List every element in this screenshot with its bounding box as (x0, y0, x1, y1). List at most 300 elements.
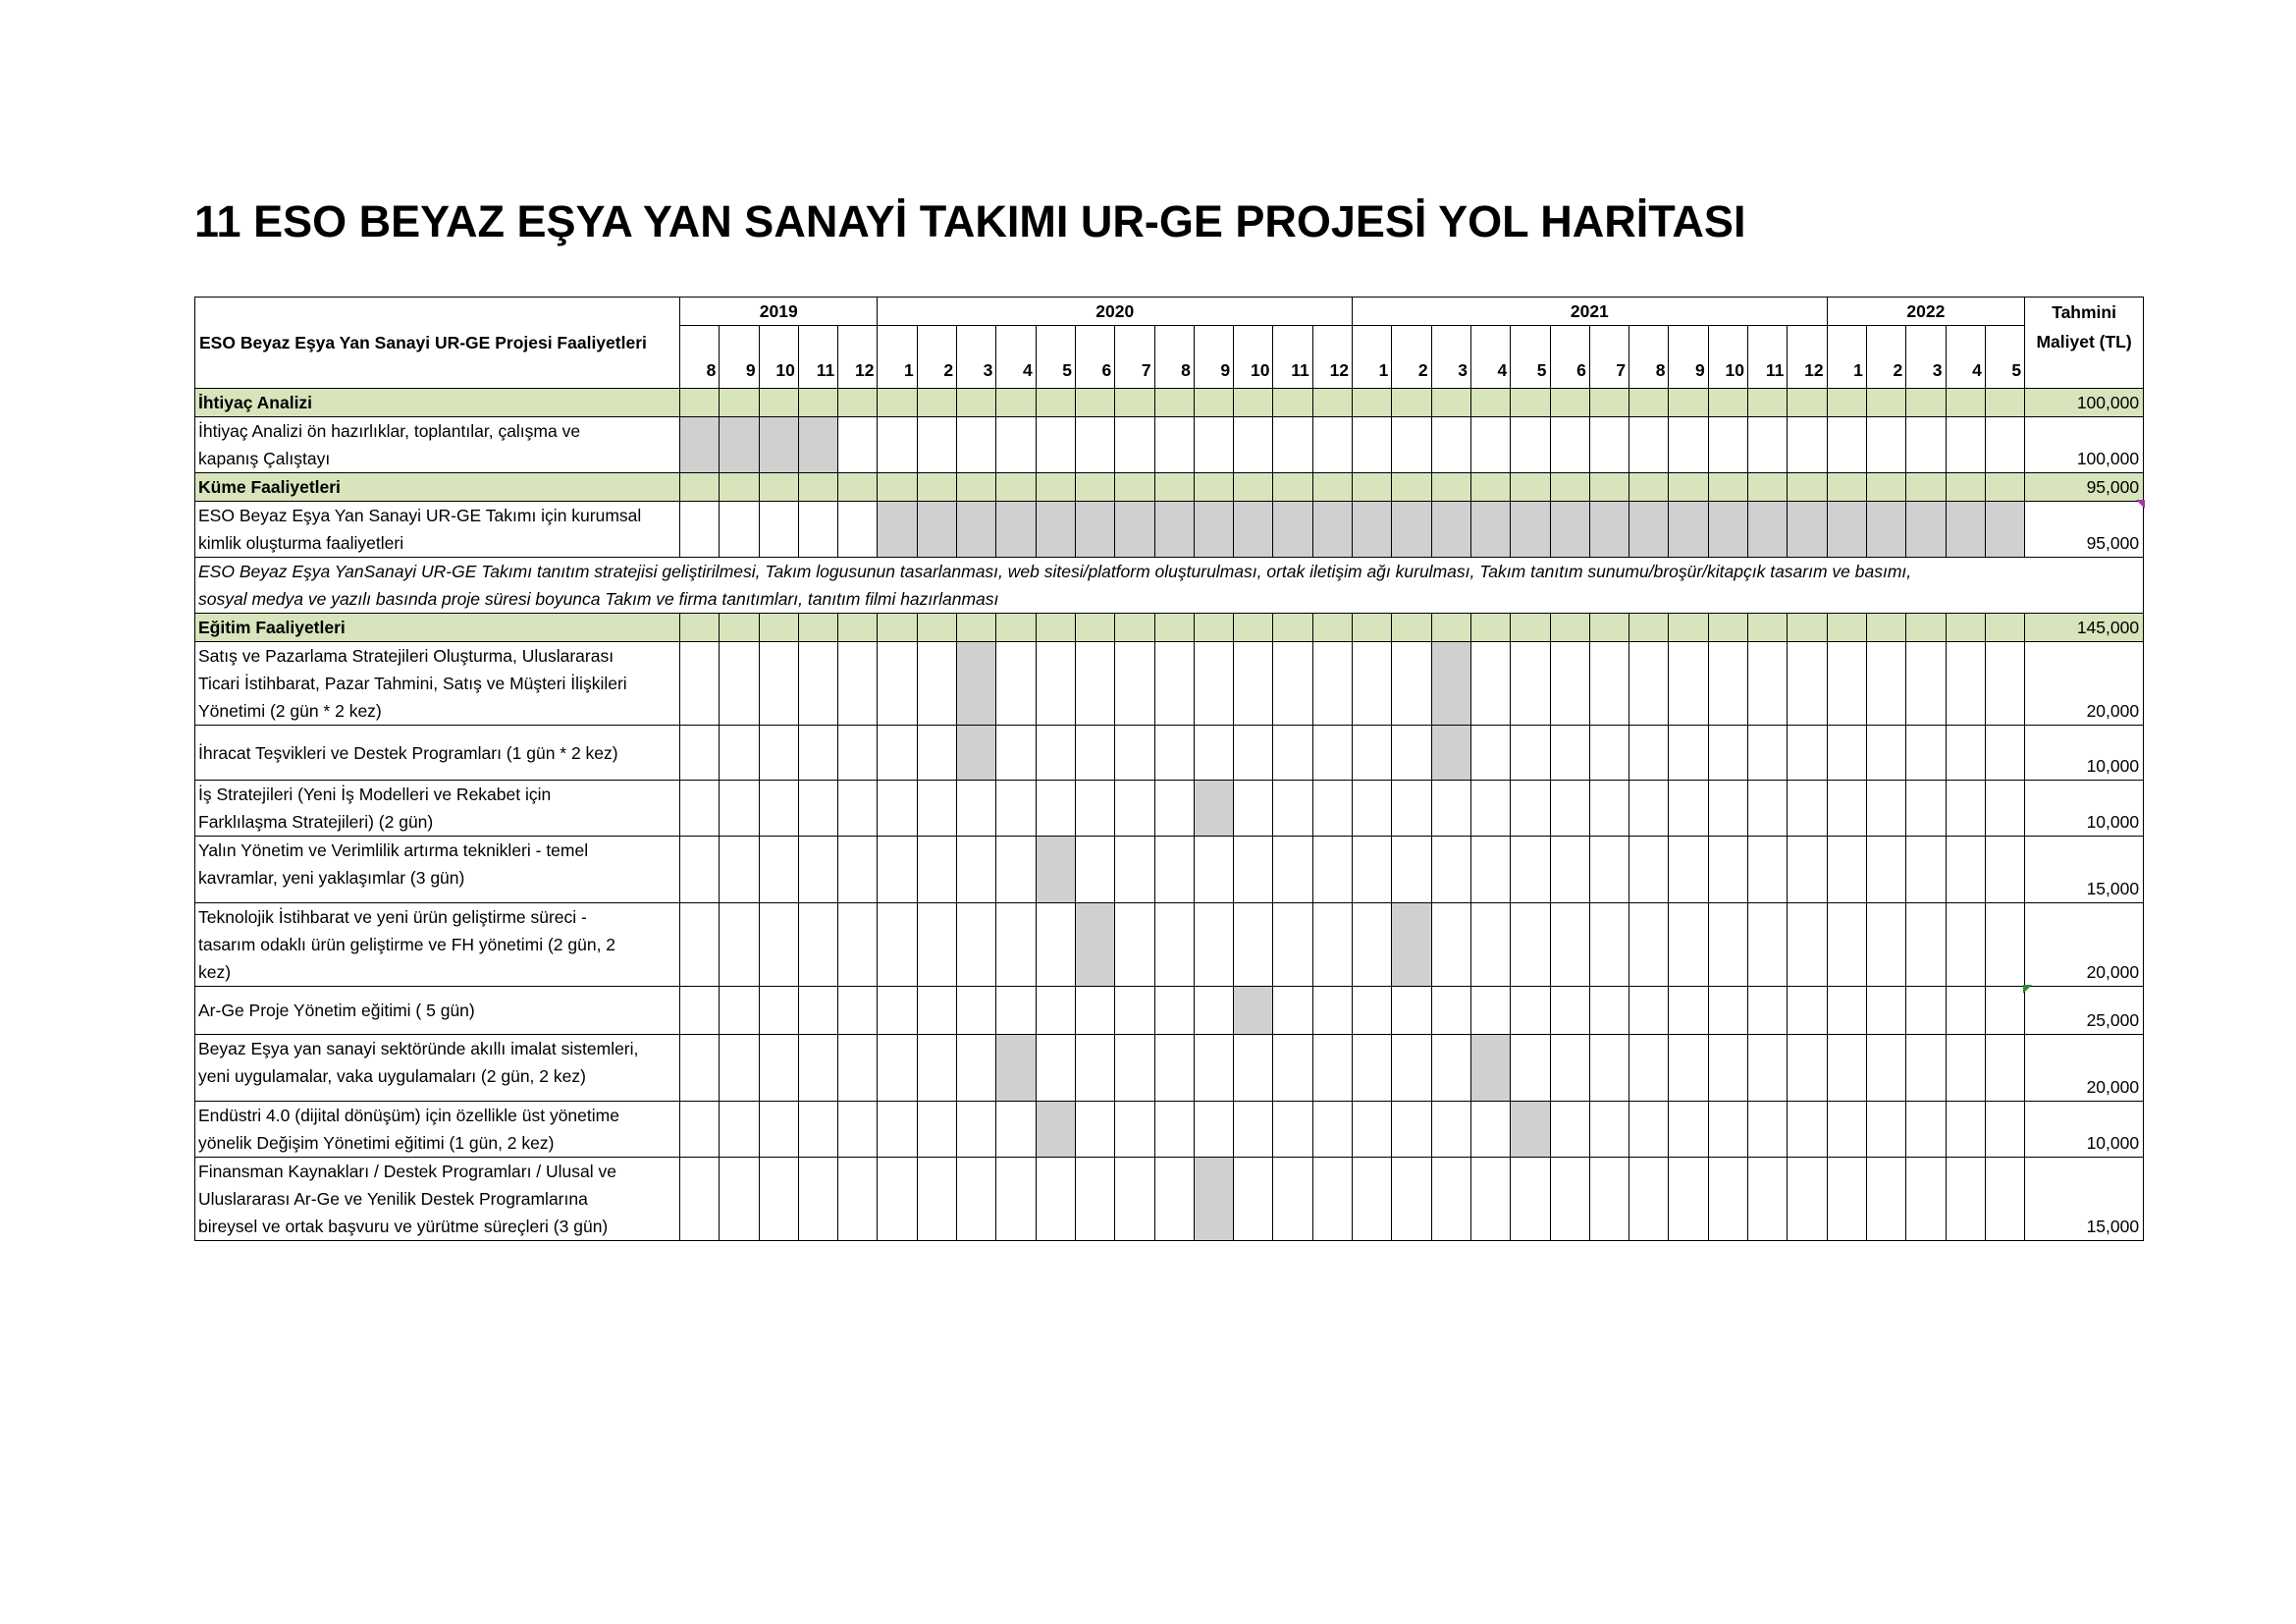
month-cell (1115, 1035, 1154, 1102)
task-label-line: tasarım odaklı ürün geliştirme ve FH yönetimi (2 gün, 2 (198, 935, 616, 954)
month-cell (798, 614, 837, 642)
month-cell (1470, 642, 1510, 726)
month-cell (1866, 1102, 1905, 1158)
active-month-cell (1669, 502, 1708, 558)
month-cell (720, 781, 759, 837)
month-2021-5: 5 (1511, 326, 1550, 389)
month-cell (1946, 1102, 1985, 1158)
month-cell (1075, 1035, 1114, 1102)
month-cell (1550, 987, 1589, 1035)
task-cost-value: 10,000 (2086, 1133, 2140, 1153)
month-cell (1629, 903, 1669, 987)
month-cell (1866, 417, 1905, 473)
month-cell (1154, 903, 1194, 987)
task-row (195, 502, 2144, 558)
month-cell (878, 614, 917, 642)
task-row (195, 987, 2144, 1035)
section-cost: 95,000 (2025, 473, 2144, 502)
active-month-cell (1985, 502, 2024, 558)
month-cell (838, 1102, 878, 1158)
month-cell (917, 473, 956, 502)
month-cell (1669, 1035, 1708, 1102)
month-cell (1589, 837, 1629, 903)
month-cell (798, 1158, 837, 1241)
month-cell (1036, 781, 1075, 837)
month-cell (1273, 987, 1312, 1035)
month-cell (1906, 1158, 1946, 1241)
task-label (195, 781, 680, 837)
month-cell (1194, 726, 1233, 781)
month-cell (1470, 987, 1510, 1035)
active-month-cell (1036, 837, 1075, 903)
month-cell (680, 1102, 720, 1158)
task-row (195, 642, 2144, 726)
active-month-cell (1194, 502, 1233, 558)
month-cell (996, 903, 1036, 987)
month-cell (680, 726, 720, 781)
roadmap-table (194, 297, 2144, 1241)
month-cell (957, 473, 996, 502)
month-cell (1075, 473, 1114, 502)
month-cell (1827, 1158, 1866, 1241)
section-row (195, 389, 2144, 417)
month-cell (1353, 389, 1392, 417)
month-cell (1312, 389, 1352, 417)
month-cell (720, 502, 759, 558)
month-cell (1075, 987, 1114, 1035)
month-cell (1392, 987, 1431, 1035)
month-cell (1075, 642, 1114, 726)
month-cell (1629, 987, 1669, 1035)
month-cell (1194, 473, 1233, 502)
month-cell (1629, 614, 1669, 642)
activity-header-cell (195, 298, 680, 389)
active-month-cell (1392, 903, 1431, 987)
active-month-cell (1234, 502, 1273, 558)
month-cell (759, 1158, 798, 1241)
task-label-line: Farklılaşma Stratejileri) (2 gün) (198, 812, 434, 832)
month-cell (1985, 642, 2024, 726)
task-cost-value: 25,000 (2086, 1010, 2140, 1030)
month-cell (1946, 614, 1985, 642)
cost-header-line2: Maliyet (TL) (2036, 332, 2132, 352)
month-cell (996, 614, 1036, 642)
month-cell (838, 642, 878, 726)
month-cell (838, 1035, 878, 1102)
month-cell (1708, 781, 1747, 837)
month-cell (798, 1035, 837, 1102)
month-cell (838, 614, 878, 642)
month-cell (1036, 642, 1075, 726)
month-cell (1629, 389, 1669, 417)
task-cost-value: 10,000 (2086, 812, 2140, 832)
month-cell (917, 726, 956, 781)
month-cell (1906, 987, 1946, 1035)
month-cell (838, 473, 878, 502)
month-cell (1312, 837, 1352, 903)
year-2020: 2020 (878, 298, 1353, 326)
month-cell (1708, 614, 1747, 642)
active-month-cell (957, 502, 996, 558)
month-cell (1708, 987, 1747, 1035)
month-2021-11: 11 (1748, 326, 1788, 389)
task-label-line: Satış ve Pazarlama Stratejileri Oluşturma, Uluslararası (198, 646, 614, 666)
month-cell (1669, 417, 1708, 473)
month-cell (680, 987, 720, 1035)
active-month-cell (1353, 502, 1392, 558)
month-cell (1470, 781, 1510, 837)
month-cell (838, 987, 878, 1035)
month-cell (1748, 903, 1788, 987)
month-cell (996, 417, 1036, 473)
month-cell (1036, 614, 1075, 642)
month-cell (798, 781, 837, 837)
task-row (195, 1035, 2144, 1102)
month-cell (1550, 614, 1589, 642)
month-cell (1708, 837, 1747, 903)
month-2019-8: 8 (680, 326, 720, 389)
page-title: 11 ESO BEYAZ EŞYA YAN SANAYİ TAKIMI UR-GE PROJESİ YOL HARİTASI (194, 196, 1746, 246)
month-cell (1036, 389, 1075, 417)
month-cell (838, 502, 878, 558)
month-2019-9: 9 (720, 326, 759, 389)
month-cell (1788, 1035, 1827, 1102)
month-2021-10: 10 (1708, 326, 1747, 389)
month-cell (1748, 781, 1788, 837)
month-cell (1589, 987, 1629, 1035)
active-month-cell (1866, 502, 1905, 558)
month-cell (1075, 614, 1114, 642)
month-cell (1431, 614, 1470, 642)
month-cell (917, 1035, 956, 1102)
month-cell (1511, 614, 1550, 642)
month-cell (1866, 473, 1905, 502)
month-cell (878, 987, 917, 1035)
task-label-line: kavramlar, yeni yaklaşımlar (3 gün) (198, 868, 465, 888)
active-month-cell (1511, 502, 1550, 558)
month-cell (1234, 1158, 1273, 1241)
month-cell (798, 502, 837, 558)
month-2020-2: 2 (917, 326, 956, 389)
month-cell (720, 614, 759, 642)
note-text (195, 558, 2144, 614)
month-cell (1431, 1035, 1470, 1102)
month-2020-10: 10 (1234, 326, 1273, 389)
month-cell (1866, 614, 1905, 642)
task-label-line: İş Stratejileri (Yeni İş Modelleri ve Rekabet için (198, 785, 552, 804)
month-2021-8: 8 (1629, 326, 1669, 389)
month-cell (1353, 1158, 1392, 1241)
month-cell (1708, 389, 1747, 417)
month-cell (1431, 903, 1470, 987)
task-label (195, 987, 680, 1035)
month-cell (1946, 417, 1985, 473)
month-cell (957, 1102, 996, 1158)
month-2021-12: 12 (1788, 326, 1827, 389)
month-cell (1312, 473, 1352, 502)
month-cell (1788, 903, 1827, 987)
month-cell (878, 726, 917, 781)
month-2020-6: 6 (1075, 326, 1114, 389)
month-cell (680, 642, 720, 726)
month-cell (1115, 389, 1154, 417)
month-cell (680, 837, 720, 903)
month-cell (1036, 726, 1075, 781)
month-2021-4: 4 (1470, 326, 1510, 389)
month-cell (1589, 614, 1629, 642)
section-label: İhtiyaç Analizi (195, 389, 680, 417)
month-cell (1946, 837, 1985, 903)
month-cell (1511, 1035, 1550, 1102)
month-cell (1234, 417, 1273, 473)
month-cell (1392, 1035, 1431, 1102)
month-cell (1629, 781, 1669, 837)
month-cell (957, 1035, 996, 1102)
month-cell (1629, 1035, 1669, 1102)
month-cell (1075, 1158, 1114, 1241)
month-cell (1866, 1158, 1905, 1241)
year-header-row (195, 298, 2144, 326)
month-cell (680, 1035, 720, 1102)
month-cell (1985, 1102, 2024, 1158)
month-cell (1392, 1158, 1431, 1241)
month-cell (1827, 417, 1866, 473)
month-cell (759, 1035, 798, 1102)
month-cell (917, 837, 956, 903)
month-cell (1550, 1102, 1589, 1158)
active-month-cell (1511, 1102, 1550, 1158)
year-2021: 2021 (1353, 298, 1828, 326)
month-cell (1154, 389, 1194, 417)
month-cell (1629, 1102, 1669, 1158)
task-label-line: Uluslararası Ar-Ge ve Yenilik Destek Programlarına (198, 1189, 588, 1209)
month-cell (1985, 781, 2024, 837)
month-cell (1906, 726, 1946, 781)
month-cell (1353, 614, 1392, 642)
month-cell (1511, 903, 1550, 987)
month-cell (1511, 837, 1550, 903)
month-cell (720, 903, 759, 987)
task-label (195, 726, 680, 781)
month-cell (1985, 614, 2024, 642)
month-cell (680, 1158, 720, 1241)
task-row (195, 417, 2144, 473)
task-cost (2025, 726, 2144, 781)
month-cell (996, 781, 1036, 837)
month-cell (1194, 1102, 1233, 1158)
month-cell (1589, 417, 1629, 473)
task-cost (2025, 502, 2144, 558)
month-cell (957, 1158, 996, 1241)
month-cell (1470, 1102, 1510, 1158)
active-month-cell (1629, 502, 1669, 558)
month-2021-7: 7 (1589, 326, 1629, 389)
month-cell (1273, 781, 1312, 837)
active-month-cell (1470, 1035, 1510, 1102)
month-cell (759, 726, 798, 781)
active-month-cell (1075, 502, 1114, 558)
task-row (195, 1158, 2144, 1241)
month-cell (1550, 389, 1589, 417)
month-cell (1708, 642, 1747, 726)
month-cell (798, 1102, 837, 1158)
task-row (195, 781, 2144, 837)
month-cell (1985, 417, 2024, 473)
month-cell (878, 417, 917, 473)
task-cost (2025, 837, 2144, 903)
month-cell (1431, 389, 1470, 417)
month-cell (1708, 417, 1747, 473)
month-cell (996, 473, 1036, 502)
month-cell (1392, 473, 1431, 502)
month-cell (720, 837, 759, 903)
month-cell (957, 837, 996, 903)
active-month-cell (1312, 502, 1352, 558)
month-cell (1669, 642, 1708, 726)
task-label-line: kez) (198, 962, 232, 982)
month-cell (1589, 1035, 1629, 1102)
month-cell (1748, 642, 1788, 726)
task-label-line: Yönetimi (2 gün * 2 kez) (198, 701, 382, 721)
task-label-line: ESO Beyaz Eşya Yan Sanayi UR-GE Takımı için kurumsal (198, 506, 642, 525)
cost-header-cell (2025, 298, 2144, 389)
month-cell (680, 473, 720, 502)
month-cell (1353, 1102, 1392, 1158)
month-cell (1075, 837, 1114, 903)
month-cell (1154, 726, 1194, 781)
month-cell (838, 417, 878, 473)
task-cost-value: 10,000 (2086, 756, 2140, 776)
month-cell (1748, 1035, 1788, 1102)
activity-header: ESO Beyaz Eşya Yan Sanayi UR-GE Projesi Faaliyetleri (199, 333, 647, 352)
month-cell (1234, 614, 1273, 642)
month-cell (1827, 903, 1866, 987)
month-2019-10: 10 (759, 326, 798, 389)
month-cell (1629, 726, 1669, 781)
month-cell (680, 389, 720, 417)
month-cell (1669, 1158, 1708, 1241)
month-cell (1748, 1102, 1788, 1158)
month-cell (1589, 1102, 1629, 1158)
month-cell (917, 1102, 956, 1158)
task-cost (2025, 642, 2144, 726)
active-month-cell (1115, 502, 1154, 558)
active-month-cell (1708, 502, 1747, 558)
month-cell (878, 473, 917, 502)
month-cell (1273, 1158, 1312, 1241)
task-label (195, 417, 680, 473)
month-cell (1946, 473, 1985, 502)
month-cell (1392, 1102, 1431, 1158)
month-cell (1431, 837, 1470, 903)
active-month-cell (1431, 726, 1470, 781)
year-2022: 2022 (1827, 298, 2024, 326)
month-cell (1273, 837, 1312, 903)
month-cell (1748, 726, 1788, 781)
month-cell (1115, 1102, 1154, 1158)
task-label-line: Teknolojik İstihbarat ve yeni ürün geliştirme süreci - (198, 907, 587, 927)
month-cell (1470, 1158, 1510, 1241)
year-2019: 2019 (680, 298, 878, 326)
month-cell (1154, 1102, 1194, 1158)
comment-marker-icon (2023, 985, 2032, 994)
month-cell (1392, 614, 1431, 642)
task-cost-value: 20,000 (2086, 962, 2140, 982)
month-cell (1273, 389, 1312, 417)
task-label-line: kimlik oluşturma faaliyetleri (198, 533, 404, 553)
month-cell (720, 726, 759, 781)
month-2019-11: 11 (798, 326, 837, 389)
month-cell (1946, 726, 1985, 781)
month-cell (720, 987, 759, 1035)
active-month-cell (1906, 502, 1946, 558)
month-cell (1827, 837, 1866, 903)
month-cell (957, 987, 996, 1035)
month-cell (1550, 837, 1589, 903)
month-cell (1470, 614, 1510, 642)
month-cell (1788, 642, 1827, 726)
month-cell (759, 903, 798, 987)
month-cell (1748, 389, 1788, 417)
month-cell (1511, 726, 1550, 781)
month-cell (1234, 1035, 1273, 1102)
task-row (195, 837, 2144, 903)
month-cell (1550, 417, 1589, 473)
month-cell (917, 417, 956, 473)
month-cell (1748, 987, 1788, 1035)
month-cell (838, 903, 878, 987)
month-cell (917, 642, 956, 726)
month-cell (1708, 1102, 1747, 1158)
active-month-cell (1788, 502, 1827, 558)
month-cell (957, 903, 996, 987)
month-cell (759, 781, 798, 837)
month-cell (759, 389, 798, 417)
month-cell (838, 781, 878, 837)
month-cell (1906, 1035, 1946, 1102)
active-month-cell (1234, 987, 1273, 1035)
month-cell (1550, 473, 1589, 502)
month-cell (1392, 642, 1431, 726)
month-2020-3: 3 (957, 326, 996, 389)
month-cell (1312, 903, 1352, 987)
task-label-line: Ar-Ge Proje Yönetim eğitimi ( 5 gün) (198, 1001, 475, 1020)
month-cell (1906, 417, 1946, 473)
month-cell (1827, 781, 1866, 837)
month-2022-4: 4 (1946, 326, 1985, 389)
month-cell (1273, 903, 1312, 987)
month-cell (917, 987, 956, 1035)
month-cell (798, 987, 837, 1035)
month-2022-5: 5 (1985, 326, 2024, 389)
month-cell (1115, 837, 1154, 903)
task-label-line: Beyaz Eşya yan sanayi sektöründe akıllı imalat sistemleri, (198, 1039, 639, 1058)
month-cell (1353, 837, 1392, 903)
active-month-cell (996, 502, 1036, 558)
month-cell (1629, 417, 1669, 473)
month-cell (1866, 903, 1905, 987)
month-cell (1589, 726, 1629, 781)
month-cell (1827, 987, 1866, 1035)
month-cell (1669, 837, 1708, 903)
month-cell (1669, 473, 1708, 502)
month-cell (1985, 903, 2024, 987)
month-cell (1669, 903, 1708, 987)
month-cell (1234, 726, 1273, 781)
month-cell (957, 614, 996, 642)
month-cell (957, 781, 996, 837)
active-month-cell (680, 417, 720, 473)
